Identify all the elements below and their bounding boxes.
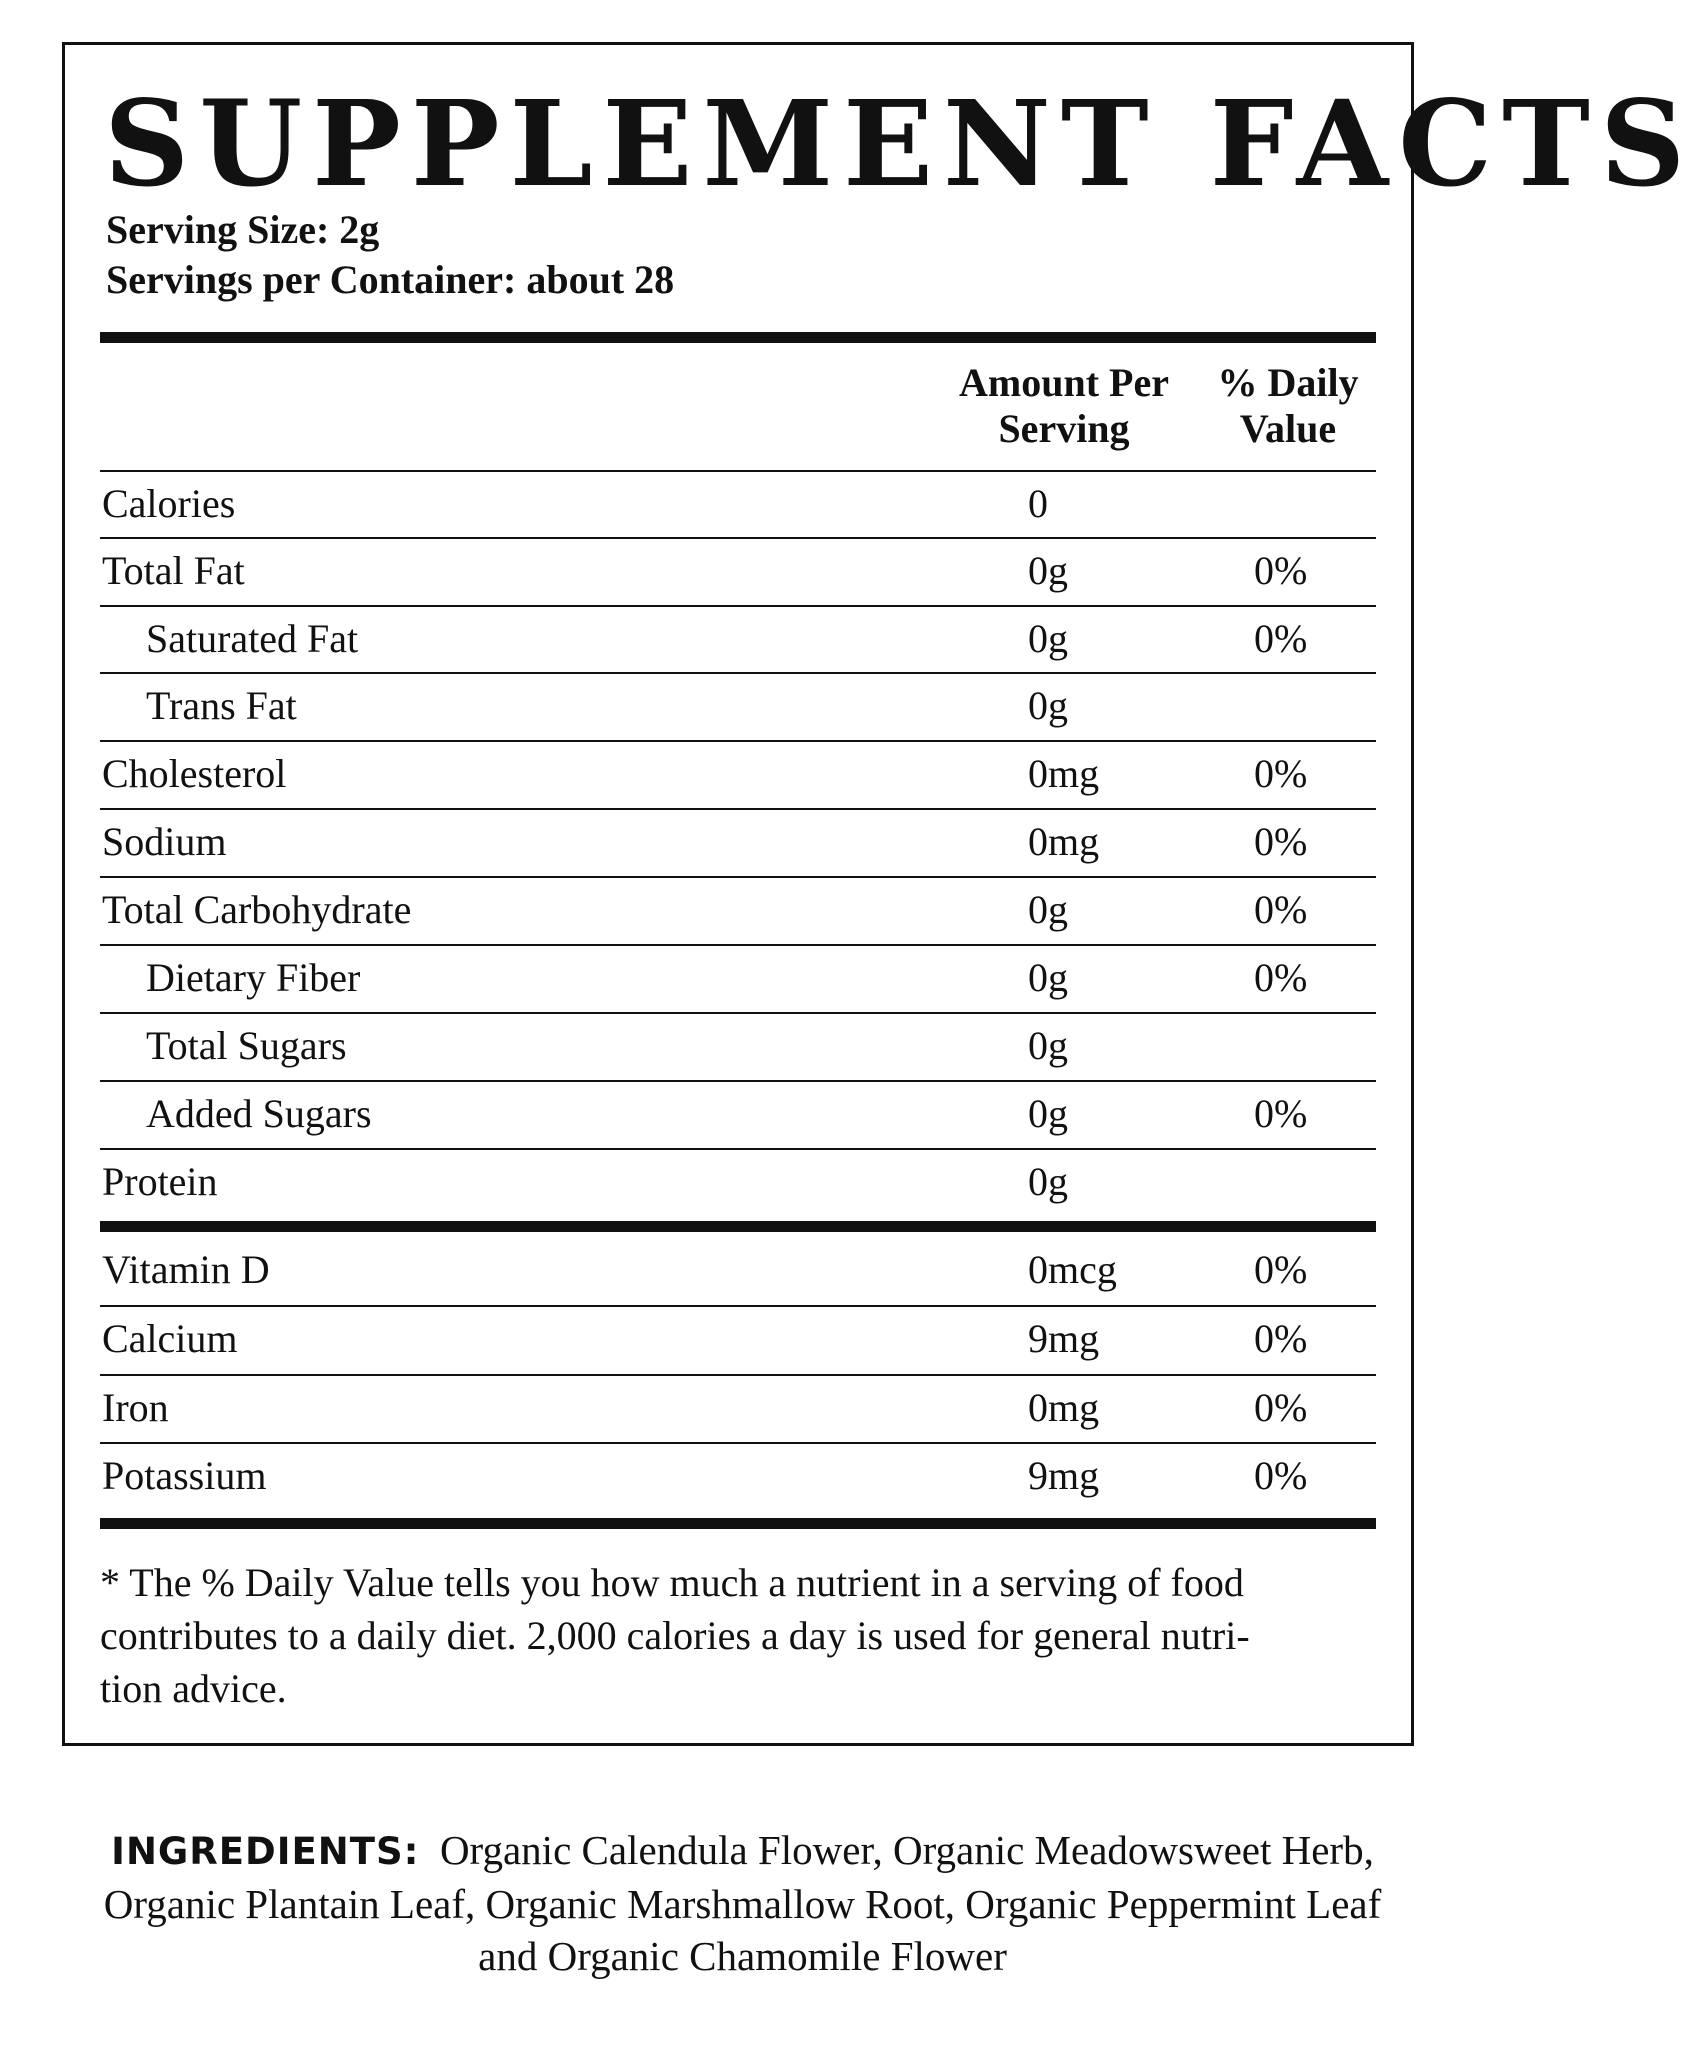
nutrient-daily-value: 0% [1254, 1091, 1308, 1136]
nutrient-daily-value: 0% [1254, 548, 1308, 593]
nutrient-amount: 0g [1028, 1023, 1068, 1068]
table-row [100, 1237, 1376, 1303]
nutrient-daily-value: 0% [1254, 1316, 1308, 1361]
amount-header-line2: Serving [998, 406, 1130, 451]
nutrient-amount: 0g [1028, 548, 1068, 593]
nutrient-amount: 9mg [1028, 1316, 1100, 1361]
table-row [100, 1081, 1376, 1147]
nutrient-label: Cholesterol [102, 751, 287, 796]
nutrient-daily-value: 0% [1254, 1453, 1308, 1498]
nutrient-amount: 0g [1028, 1091, 1068, 1136]
nutrient-daily-value: 0% [1254, 955, 1308, 1000]
table-row [100, 673, 1376, 739]
nutrient-daily-value: 0% [1254, 887, 1308, 932]
ingredients-line: Organic Plantain Leaf, Organic Marshmallow Root, Organic Peppermint Leaf [103, 1881, 1382, 1927]
nutrient-amount: 0g [1028, 1159, 1068, 1204]
nutrient-amount: 9mg [1028, 1453, 1100, 1498]
nutrient-amount: 0g [1028, 616, 1068, 661]
table-row [100, 1149, 1376, 1215]
nutrient-label: Total Fat [102, 548, 245, 593]
nutrient-label: Protein [102, 1159, 218, 1204]
nutrient-label: Trans Fat [146, 683, 297, 728]
ingredients-block [20, 1824, 1465, 1982]
nutrient-label: Calories [102, 481, 236, 526]
footnote-line: tion advice. [100, 1666, 287, 1711]
ingredients-text: Organic Calendula Flower, Organic Meadowsweet Herb, [439, 1827, 1374, 1873]
ingredients-line [20, 1824, 1465, 1878]
daily-value-header [1208, 360, 1368, 452]
table-row [100, 1443, 1376, 1509]
nutrient-label: Dietary Fiber [146, 955, 361, 1000]
panel-title: SUPPLEMENT FACTS [104, 74, 1695, 213]
ingredients-line: and Organic Chamomile Flower [478, 1933, 1007, 1979]
dv-header-line2: Value [1239, 406, 1337, 451]
amount-per-serving-header [944, 360, 1184, 452]
ingredients-label: INGREDIENTS [111, 1830, 404, 1873]
nutrient-label: Added Sugars [146, 1091, 372, 1136]
daily-value-footnote [100, 1556, 1380, 1715]
table-row [100, 1375, 1376, 1441]
nutrient-amount: 0g [1028, 683, 1068, 728]
ingredients-colon: : [403, 1830, 420, 1873]
nutrient-amount: 0g [1028, 955, 1068, 1000]
nutrient-label: Total Sugars [146, 1023, 347, 1068]
table-row [100, 1013, 1376, 1079]
nutrient-label: Iron [102, 1385, 169, 1430]
nutrient-label: Saturated Fat [146, 616, 359, 661]
nutrient-daily-value: 0% [1254, 751, 1308, 796]
nutrient-amount: 0 [1028, 481, 1048, 526]
nutrient-daily-value: 0% [1254, 616, 1308, 661]
table-row [100, 1306, 1376, 1372]
table-row [100, 945, 1376, 1011]
nutrient-amount: 0mg [1028, 1385, 1100, 1430]
footnote-line: contributes to a daily diet. 2,000 calories a day is used for general nutri- [100, 1613, 1250, 1658]
nutrient-daily-value: 0% [1254, 1385, 1308, 1430]
nutrient-label: Calcium [102, 1316, 238, 1361]
amount-header-line1: Amount Per [959, 360, 1169, 405]
nutrient-label: Vitamin D [102, 1247, 270, 1292]
nutrient-label: Total Carbohydrate [102, 887, 412, 932]
nutrient-amount: 0mg [1028, 819, 1100, 864]
mid-thick-rule [100, 1221, 1376, 1232]
nutrient-amount: 0mcg [1028, 1247, 1117, 1292]
nutrient-amount: 0g [1028, 887, 1068, 932]
table-row [100, 471, 1376, 537]
nutrient-label: Sodium [102, 819, 227, 864]
table-row [100, 538, 1376, 604]
table-row [100, 809, 1376, 875]
nutrient-amount: 0mg [1028, 751, 1100, 796]
nutrient-daily-value: 0% [1254, 1247, 1308, 1292]
serving-size: Serving Size: 2g [106, 207, 380, 252]
dv-header-line1: % Daily [1217, 360, 1359, 405]
nutrient-label: Potassium [102, 1453, 267, 1498]
table-row [100, 606, 1376, 672]
servings-per-container: Servings per Container: about 28 [106, 257, 675, 302]
table-row [100, 741, 1376, 807]
top-thick-rule [100, 332, 1376, 343]
bottom-thick-rule [100, 1518, 1376, 1529]
footnote-line: * The % Daily Value tells you how much a nutrient in a serving of food [100, 1560, 1244, 1605]
table-row [100, 877, 1376, 943]
nutrient-daily-value: 0% [1254, 819, 1308, 864]
